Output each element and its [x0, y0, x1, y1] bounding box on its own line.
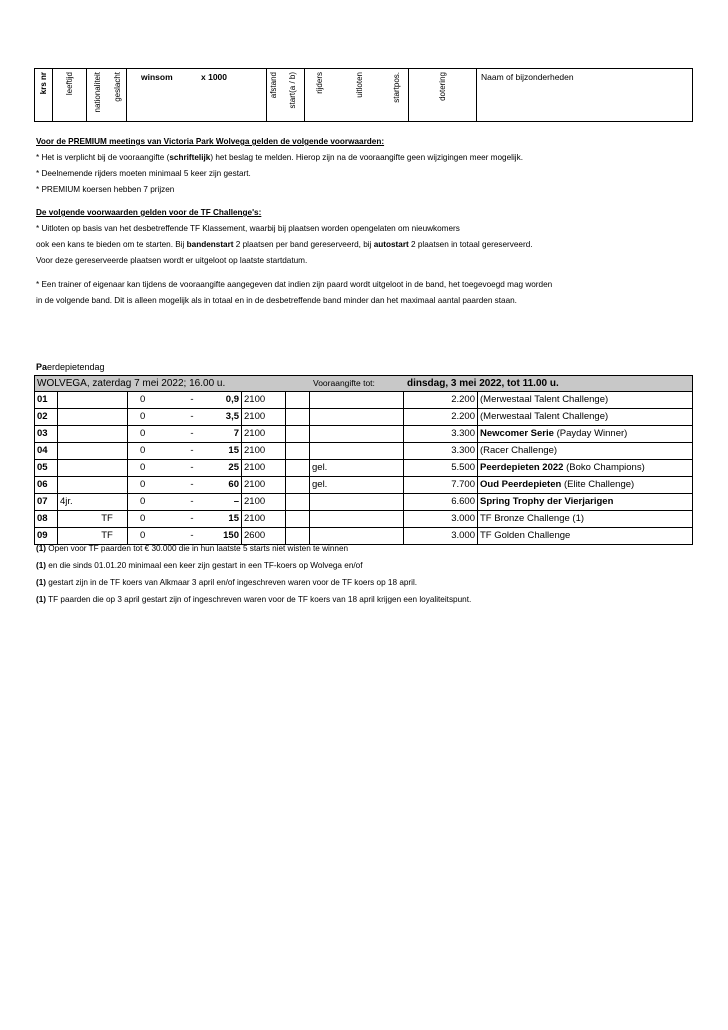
- race-row: [35, 477, 692, 494]
- footnote-text: gestart zijn in de TF koers van Alkmaar 3 april en/of ingeschreven waren voor de TF koers op 18 april.: [46, 578, 418, 587]
- race-nationality: [87, 477, 127, 493]
- race-age: [57, 477, 87, 493]
- race-nationality: [87, 494, 127, 510]
- race-dash: -: [190, 513, 194, 524]
- col-krs-nr: krs nr: [35, 69, 53, 121]
- race-distance: 2100: [241, 409, 285, 425]
- race-name-bold: Spring Trophy der Vierjarigen: [480, 496, 614, 507]
- race-number: 05: [37, 462, 48, 473]
- race-number: 06: [37, 479, 48, 490]
- race-dotering: 3.000: [403, 528, 477, 544]
- col-uitloten: uitloten: [355, 72, 364, 98]
- race-row: [35, 528, 692, 544]
- footnote: [36, 596, 471, 604]
- race-start-type: [285, 426, 309, 442]
- race-nationality: [87, 392, 127, 408]
- race-name: [477, 528, 692, 544]
- race-min-winsum: 0: [127, 426, 177, 442]
- race-min-winsum: 0: [127, 494, 177, 510]
- race-nationality: [87, 409, 127, 425]
- race-start-type: [285, 392, 309, 408]
- race-rijders: [309, 528, 403, 544]
- premium-line-2: * Deelnemende rijders moeten minimaal 5 keer zijn gestart.: [36, 169, 251, 178]
- race-row: [35, 511, 692, 528]
- col-dotering: dotering: [409, 69, 477, 121]
- race-rijders: [309, 511, 403, 527]
- race-max-winsum: –: [233, 496, 239, 507]
- tf-line-3: Voor deze gereserveerde plaatsen wordt er uitgeloot op laatste startdatum.: [36, 256, 308, 265]
- race-dotering: 6.600: [403, 494, 477, 510]
- race-dash: -: [190, 530, 194, 541]
- race-name-rest: (Elite Challenge): [561, 479, 635, 490]
- race-distance: 2100: [241, 477, 285, 493]
- footnote-mark: (1): [36, 595, 47, 604]
- race-name: [477, 392, 692, 408]
- race-start-type: [285, 494, 309, 510]
- race-dotering: 2.200: [403, 392, 477, 408]
- race-name: [477, 477, 692, 493]
- race-age: [57, 426, 87, 442]
- race-age: [57, 443, 87, 459]
- race-start-type: [285, 528, 309, 544]
- race-rijders: [309, 392, 403, 408]
- race-distance: 2100: [241, 460, 285, 476]
- race-nationality: TF: [101, 530, 113, 541]
- race-name: [477, 443, 692, 459]
- race-rijders: [309, 426, 403, 442]
- race-dash: -: [190, 496, 194, 507]
- race-min-winsum: 0: [127, 392, 177, 408]
- race-dash: -: [190, 411, 194, 422]
- tf-heading: De volgende voorwaarden gelden voor de TF Challenge's:: [36, 208, 262, 217]
- col-rijders: rijders: [315, 72, 324, 94]
- col-geslacht: geslacht: [109, 69, 127, 121]
- race-name: [477, 409, 692, 425]
- footnote-text: en die sinds 01.01.20 minimaal een keer zijn gestart in een TF-koers op Wolvega en/of: [46, 561, 363, 570]
- race-name-rest: (Racer Challenge): [480, 445, 558, 456]
- race-rijders: gel.: [309, 477, 403, 493]
- race-dash: -: [190, 428, 194, 439]
- race-dash: -: [190, 479, 194, 490]
- race-distance: 2100: [241, 426, 285, 442]
- race-start-type: [285, 511, 309, 527]
- race-distance: 2100: [241, 511, 285, 527]
- race-dotering: 3.300: [403, 426, 477, 442]
- tf-line-4: * Een trainer of eigenaar kan tijdens de vooraangifte aangegeven dat indien zijn paard wordt uitgeloot in de band, het toegevoegd mag worden: [36, 280, 553, 289]
- race-start-type: [285, 443, 309, 459]
- race-nationality: [87, 443, 127, 459]
- race-name: [477, 460, 692, 476]
- race-dotering: 3.300: [403, 443, 477, 459]
- race-rijders: [309, 409, 403, 425]
- race-max-winsum: 0,9: [225, 394, 239, 405]
- race-dotering: 5.500: [403, 460, 477, 476]
- race-name-rest: (Payday Winner): [553, 428, 628, 439]
- race-min-winsum: 0: [127, 511, 177, 527]
- premium-heading: Voor de PREMIUM meetings van Victoria Park Wolvega gelden de volgende voorwaarden:: [36, 137, 385, 146]
- race-age: [57, 460, 87, 476]
- race-number: 04: [37, 445, 48, 456]
- footnote: [36, 562, 362, 570]
- footnote-text: Open voor TF paarden tot € 30.000 die in hun laatste 5 starts niet wisten te winnen: [46, 544, 349, 553]
- footnote: [36, 545, 348, 553]
- race-row: [35, 460, 692, 477]
- footnote: [36, 579, 417, 587]
- column-header-table: [34, 68, 693, 122]
- race-age: [57, 511, 87, 527]
- race-min-winsum: 0: [127, 477, 177, 493]
- race-rijders: [309, 494, 403, 510]
- race-start-type: [285, 460, 309, 476]
- race-name-rest: (Merwestaal Talent Challenge): [480, 411, 609, 422]
- col-startpos: startpos.: [385, 69, 409, 121]
- race-rijders: gel.: [309, 460, 403, 476]
- race-nationality: TF: [101, 513, 113, 524]
- col-leeftijd: leeftijd: [53, 69, 87, 121]
- footnote-mark: (1): [36, 544, 47, 553]
- race-distance: 2600: [241, 528, 285, 544]
- footnote-text: TF paarden die op 3 april gestart zijn of ingeschreven waren voor de TF koers van 18 april krijgen een loyaliteitspunt.: [46, 595, 472, 604]
- race-number: 01: [37, 394, 48, 405]
- vooraangifte-date: dinsdag, 3 mei 2022, tot 11.00 u.: [407, 378, 559, 389]
- col-afstand: afstand: [269, 72, 278, 99]
- race-name: [477, 494, 692, 510]
- race-age: 4jr.: [57, 494, 87, 510]
- race-age: [57, 392, 87, 408]
- race-distance: 2100: [241, 443, 285, 459]
- race-rows: [35, 392, 692, 544]
- race-nationality: [87, 460, 127, 476]
- race-start-type: [285, 477, 309, 493]
- race-max-winsum: 15: [228, 445, 239, 456]
- race-dotering: 2.200: [403, 409, 477, 425]
- race-name-bold: Peerdepieten 2022: [480, 462, 564, 473]
- race-name-bold: Newcomer Serie: [480, 428, 554, 439]
- race-rijders: [309, 443, 403, 459]
- footnote-mark: (1): [36, 561, 47, 570]
- race-start-type: [285, 409, 309, 425]
- race-max-winsum: 60: [228, 479, 239, 490]
- race-dash: -: [190, 462, 194, 473]
- race-row: [35, 443, 692, 460]
- race-name: [477, 426, 692, 442]
- race-number: 07: [37, 496, 48, 507]
- race-number: 08: [37, 513, 48, 524]
- race-dash: -: [190, 445, 194, 456]
- race-max-winsum: 25: [228, 462, 239, 473]
- race-name-rest: TF Golden Challenge: [480, 530, 571, 541]
- vooraangifte-label: Vooraangifte tot:: [313, 378, 375, 388]
- tf-line-1: * Uitloten op basis van het desbetreffende TF Klassement, waarbij bij plaatsen worden opengelaten om nieuwkomers: [36, 224, 460, 233]
- col-winsom: winsom x 1000: [127, 69, 267, 121]
- race-dash: -: [190, 394, 194, 405]
- race-row: [35, 494, 692, 511]
- race-max-winsum: 15: [228, 513, 239, 524]
- race-min-winsum: 0: [127, 443, 177, 459]
- col-naam: Naam of bijzonderheden: [481, 72, 574, 82]
- raceday-title: Paerdepietendag: [36, 362, 105, 372]
- race-age: [57, 528, 87, 544]
- race-dotering: 7.700: [403, 477, 477, 493]
- race-name-bold: Oud Peerdepieten: [480, 479, 562, 490]
- race-min-winsum: 0: [127, 409, 177, 425]
- race-table: [34, 375, 693, 545]
- race-min-winsum: 0: [127, 460, 177, 476]
- tf-line-5: in de volgende band. Dit is alleen mogelijk als in totaal en in de desbetreffende band minder dan het maximaal aantal paarden staan.: [36, 296, 517, 305]
- race-row: [35, 426, 692, 443]
- race-distance: 2100: [241, 494, 285, 510]
- raceday-label: WOLVEGA, zaterdag 7 mei 2022; 16.00 u.: [37, 378, 226, 389]
- race-number: 03: [37, 428, 48, 439]
- race-max-winsum: 3,5: [225, 411, 239, 422]
- footnote-mark: (1): [36, 578, 47, 587]
- premium-line-1: * Het is verplicht bij de vooraangifte (schriftelijk) het beslag te melden. Hierop zijn na de vooraangifte geen wijzigingen meer mogelijk.: [36, 153, 523, 162]
- race-min-winsum: 0: [127, 528, 177, 544]
- race-name-rest: (Merwestaal Talent Challenge): [480, 394, 609, 405]
- col-nationaliteit: nationaliteit: [93, 72, 102, 113]
- race-age: [57, 409, 87, 425]
- race-distance: 2100: [241, 392, 285, 408]
- race-row: [35, 409, 692, 426]
- race-name-rest: TF Bronze Challenge (1): [480, 513, 585, 524]
- premium-line-3: * PREMIUM koersen hebben 7 prijzen: [36, 185, 175, 194]
- col-start: start(a / b): [281, 69, 305, 121]
- tf-line-2: ook een kans te bieden om te starten. Bij bandenstart 2 plaatsen per band gereserveerd, bij autostart 2 plaatsen in totaal gereserveerd.: [36, 240, 533, 249]
- race-number: 09: [37, 530, 48, 541]
- race-row: [35, 392, 692, 409]
- race-number: 02: [37, 411, 48, 422]
- race-name-rest: (Boko Champions): [563, 462, 645, 473]
- race-dotering: 3.000: [403, 511, 477, 527]
- raceday-header-row: [35, 376, 692, 392]
- race-max-winsum: 150: [223, 530, 239, 541]
- race-max-winsum: 7: [233, 428, 239, 439]
- race-name: [477, 511, 692, 527]
- race-nationality: [87, 426, 127, 442]
